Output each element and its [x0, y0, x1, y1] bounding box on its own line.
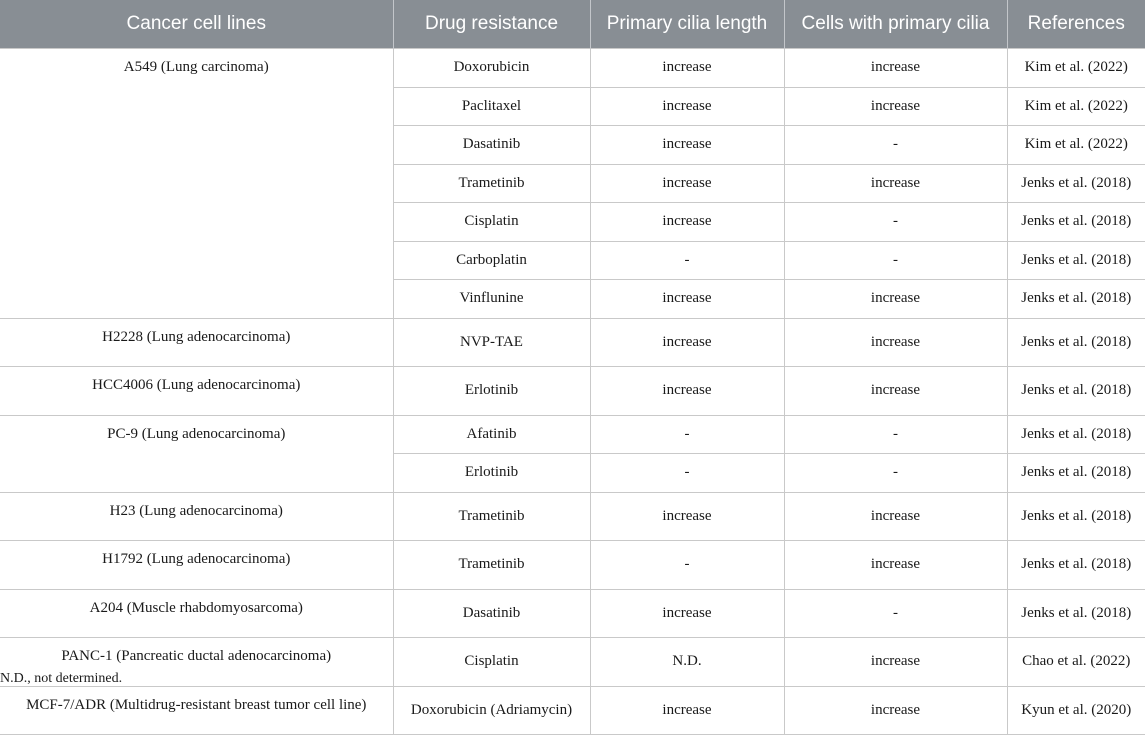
cells-with-cilia-cell: increase — [784, 164, 1007, 203]
cilia-length-cell: increase — [590, 280, 784, 319]
cell-line-name: PC-9 (Lung adenocarcinoma) — [0, 415, 393, 492]
table-row — [0, 492, 1145, 541]
drug-resistance-cell: Carboplatin — [393, 241, 590, 280]
table-body — [0, 49, 1145, 735]
cilia-length-cell: - — [590, 241, 784, 280]
reference-cell: Jenks et al. (2018) — [1007, 541, 1145, 590]
header-row — [0, 0, 1145, 49]
drug-resistance-cell: Doxorubicin — [393, 49, 590, 88]
cells-with-cilia-cell: increase — [784, 318, 1007, 367]
cells-with-cilia-cell: increase — [784, 541, 1007, 590]
table-row — [0, 686, 1145, 735]
reference-cell: Jenks et al. (2018) — [1007, 280, 1145, 319]
reference-cell: Jenks et al. (2018) — [1007, 318, 1145, 367]
header-drug-resistance: Drug resistance — [393, 0, 590, 49]
reference-cell: Kim et al. (2022) — [1007, 126, 1145, 165]
cells-with-cilia-cell: - — [784, 203, 1007, 242]
cell-line-name: H2228 (Lung adenocarcinoma) — [0, 318, 393, 367]
cilia-length-cell: increase — [590, 367, 784, 416]
table-row — [0, 638, 1145, 687]
reference-cell: Jenks et al. (2018) — [1007, 203, 1145, 242]
drug-resistance-cell: Cisplatin — [393, 203, 590, 242]
drug-resistance-cell: Doxorubicin (Adriamycin) — [393, 686, 590, 735]
drug-resistance-cell: Vinflunine — [393, 280, 590, 319]
table-row — [0, 367, 1145, 416]
header-cells-with-primary-cilia: Cells with primary cilia — [784, 0, 1007, 49]
table-row — [0, 541, 1145, 590]
cells-with-cilia-cell: increase — [784, 367, 1007, 416]
cell-line-name: H1792 (Lung adenocarcinoma) — [0, 541, 393, 590]
drug-resistance-cell: Paclitaxel — [393, 87, 590, 126]
cilia-length-cell: increase — [590, 203, 784, 242]
drug-resistance-cell: Dasatinib — [393, 589, 590, 638]
table-header — [0, 0, 1145, 49]
reference-cell: Jenks et al. (2018) — [1007, 367, 1145, 416]
table-row — [0, 49, 1145, 88]
drug-resistance-cell: Cisplatin — [393, 638, 590, 687]
cilia-length-cell: increase — [590, 49, 784, 88]
drug-resistance-cell: Trametinib — [393, 541, 590, 590]
cells-with-cilia-cell: - — [784, 241, 1007, 280]
reference-cell: Chao et al. (2022) — [1007, 638, 1145, 687]
cells-with-cilia-cell: increase — [784, 87, 1007, 126]
cell-line-name: H23 (Lung adenocarcinoma) — [0, 492, 393, 541]
cilia-length-cell: increase — [590, 87, 784, 126]
table-row — [0, 589, 1145, 638]
reference-cell: Kim et al. (2022) — [1007, 49, 1145, 88]
cilia-length-cell: - — [590, 415, 784, 454]
drug-resistance-cell: Erlotinib — [393, 454, 590, 493]
cilia-length-cell: - — [590, 541, 784, 590]
reference-cell: Jenks et al. (2018) — [1007, 492, 1145, 541]
cells-with-cilia-cell: increase — [784, 492, 1007, 541]
reference-cell: Kyun et al. (2020) — [1007, 686, 1145, 735]
cell-line-name: MCF-7/ADR (Multidrug-resistant breast tumor cell line) — [0, 686, 393, 735]
cell-line-name: A549 (Lung carcinoma) — [0, 49, 393, 319]
reference-cell: Jenks et al. (2018) — [1007, 164, 1145, 203]
cilia-length-cell: increase — [590, 164, 784, 203]
drug-resistance-cell: NVP-TAE — [393, 318, 590, 367]
reference-cell: Jenks et al. (2018) — [1007, 415, 1145, 454]
cilia-length-cell: increase — [590, 492, 784, 541]
cell-line-name: A204 (Muscle rhabdomyosarcoma) — [0, 589, 393, 638]
reference-cell: Jenks et al. (2018) — [1007, 589, 1145, 638]
header-references: References — [1007, 0, 1145, 49]
table-footnote: N.D., not determined. — [0, 671, 123, 686]
cells-with-cilia-cell: - — [784, 415, 1007, 454]
cilia-length-cell: increase — [590, 686, 784, 735]
cilia-length-cell: increase — [590, 589, 784, 638]
cell-line-name: HCC4006 (Lung adenocarcinoma) — [0, 367, 393, 416]
cells-with-cilia-cell: increase — [784, 280, 1007, 319]
cilia-length-cell: - — [590, 454, 784, 493]
cilia-length-cell: increase — [590, 126, 784, 165]
drug-resistance-cell: Trametinib — [393, 164, 590, 203]
cells-with-cilia-cell: increase — [784, 49, 1007, 88]
cells-with-cilia-cell: increase — [784, 638, 1007, 687]
cells-with-cilia-cell: - — [784, 126, 1007, 165]
reference-cell: Jenks et al. (2018) — [1007, 241, 1145, 280]
reference-cell: Jenks et al. (2018) — [1007, 454, 1145, 493]
drug-resistance-cell: Trametinib — [393, 492, 590, 541]
cilia-length-cell: increase — [590, 318, 784, 367]
table-row — [0, 318, 1145, 367]
table-row — [0, 415, 1145, 454]
header-primary-cilia-length: Primary cilia length — [590, 0, 784, 49]
cell-line-name: PANC-1 (Pancreatic ductal adenocarcinoma) — [0, 638, 393, 687]
header-cancer-cell-lines: Cancer cell lines — [0, 0, 393, 49]
cells-with-cilia-cell: - — [784, 589, 1007, 638]
cells-with-cilia-cell: increase — [784, 686, 1007, 735]
drug-resistance-cell: Erlotinib — [393, 367, 590, 416]
cells-with-cilia-cell: - — [784, 454, 1007, 493]
drug-resistance-cell: Afatinib — [393, 415, 590, 454]
reference-cell: Kim et al. (2022) — [1007, 87, 1145, 126]
cilia-length-cell: N.D. — [590, 638, 784, 687]
drug-resistance-cell: Dasatinib — [393, 126, 590, 165]
